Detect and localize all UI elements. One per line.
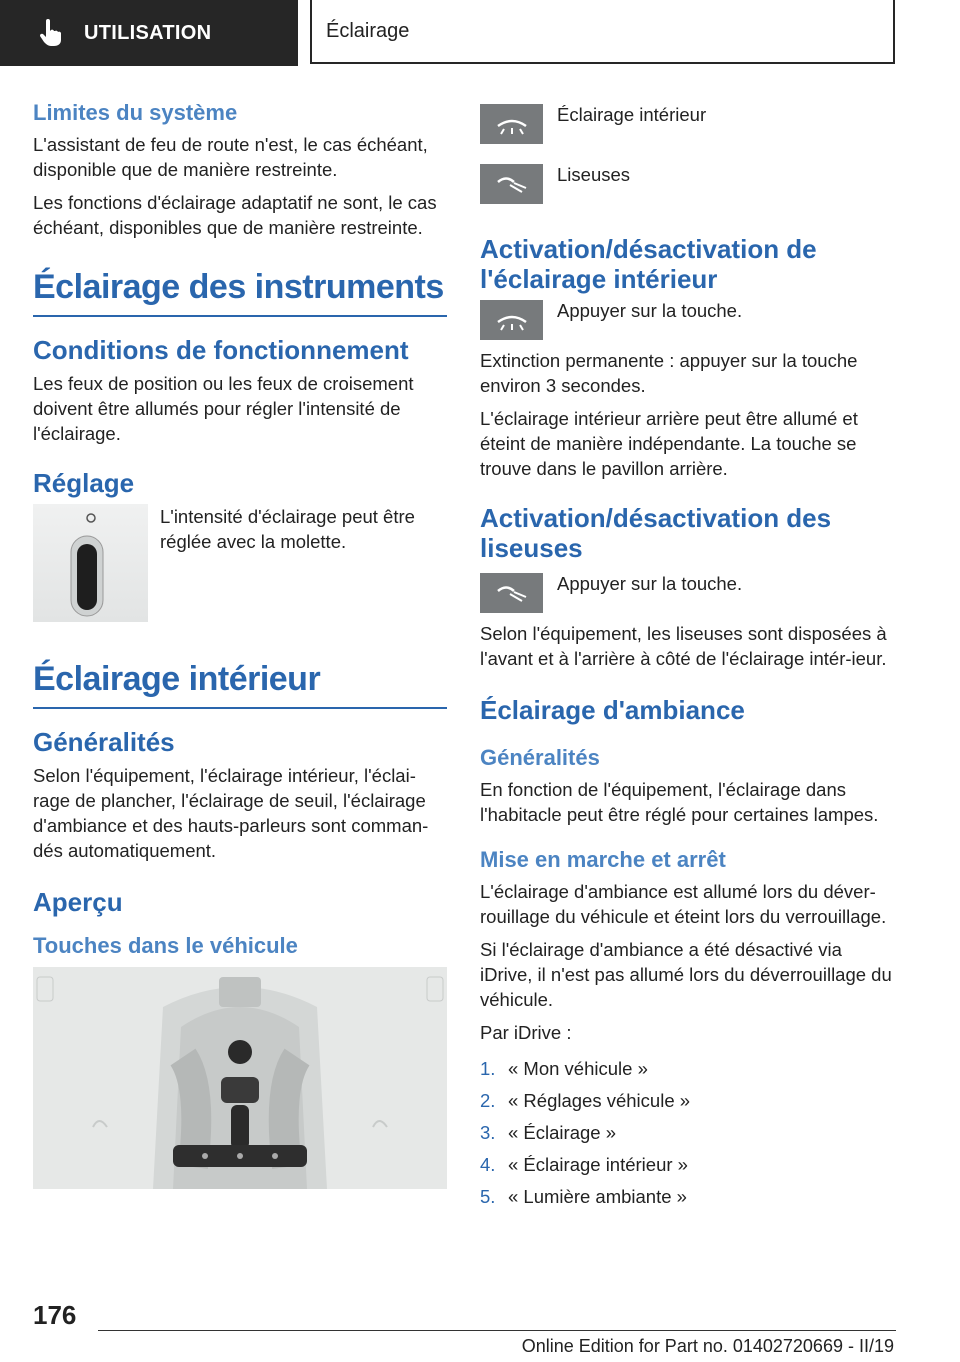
heading-marche-arret: Mise en marche et arrêt xyxy=(480,847,726,872)
reading-light-button xyxy=(480,164,543,204)
press-button-row xyxy=(480,573,896,613)
list-item: 2. « Réglages véhicule » xyxy=(480,1090,691,1111)
heading-activation-interieur: Activation/désactivation de l'éclairage intérieur xyxy=(480,234,817,294)
paragraph: Par iDrive : xyxy=(480,1022,572,1043)
paragraph: L'assistant de feu de route n'est, le cas échéant, disponible que de manière restreinte. xyxy=(33,134,428,180)
paragraph: Les fonctions d'éclairage adaptatif ne sont, le cas échéant, disponibles que de manière restreinte. xyxy=(33,192,437,238)
icon-label: Éclairage intérieur xyxy=(557,104,707,125)
heading-generalites: Généralités xyxy=(33,727,175,757)
list-item: 5. « Lumière ambiante » xyxy=(480,1186,687,1207)
heading-activation-liseuses: Activation/désactivation des liseuses xyxy=(480,503,832,563)
left-column xyxy=(33,100,447,1189)
icon-label: Liseuses xyxy=(557,164,631,185)
hand-pointer-icon xyxy=(36,18,66,48)
page-header xyxy=(0,0,960,66)
heading-conditions: Conditions de fonctionnement xyxy=(33,335,409,365)
paragraph: Selon l'équipement, l'éclairage intérieur, l'éclai-rage de plancher, l'éclairage de seuil, l'éclairage d'ambiance et des hauts-parleurs sont comman-dés automatiquement. xyxy=(33,765,429,861)
chapter-title: Éclairage xyxy=(326,19,410,42)
heading-instruments: Éclairage des instruments xyxy=(33,268,447,317)
heading-interieur: Éclairage intérieur xyxy=(33,660,447,709)
dimmer-wheel-image xyxy=(33,504,148,622)
heading-reglage: Réglage xyxy=(33,468,135,498)
icon-label: Appuyer sur la touche. xyxy=(557,300,743,321)
heading-amb-generalites: Généralités xyxy=(480,745,600,770)
paragraph: Les feux de position ou les feux de croisement doivent être allumés pour régler l'intensité de l'éclairage. xyxy=(33,373,414,444)
thumbwheel-icon xyxy=(33,504,148,622)
paragraph: L'éclairage d'ambiance est allumé lors du déver-rouillage du véhicule et éteint lors du verrouillage. xyxy=(480,881,887,927)
heading-limites: Limites du système xyxy=(33,100,238,125)
list-item: 3. « Éclairage » xyxy=(480,1122,616,1143)
interior-light-button xyxy=(480,104,543,144)
list-item: 1. « Mon véhicule » xyxy=(480,1058,648,1079)
page-number: 176 xyxy=(33,1300,77,1330)
paragraph: Extinction permanente : appuyer sur la touche environ 3 secondes. xyxy=(480,350,858,396)
paragraph: Si l'éclairage d'ambiance a été désactivé via iDrive, il n'est pas allumé lors du déverrouillage du véhicule. xyxy=(480,939,892,1010)
right-column xyxy=(480,104,896,1213)
paragraph: L'intensité d'éclairage peut être réglée avec la molette. xyxy=(160,506,415,552)
roof-console-image xyxy=(33,967,447,1189)
press-button-row xyxy=(480,300,896,340)
overhead-console-illustration xyxy=(33,967,447,1189)
interior-light-button xyxy=(480,300,543,340)
heading-touches: Touches dans le véhicule xyxy=(33,933,298,958)
interior-light-icon xyxy=(492,112,532,136)
reading-light-button xyxy=(480,573,543,613)
chapter-box xyxy=(310,0,895,64)
paragraph: En fonction de l'équipement, l'éclairage dans l'habitacle peut être réglé pour certaines lampes. xyxy=(480,779,879,825)
section-title: UTILISATION xyxy=(84,21,212,44)
icon-legend-interior xyxy=(480,104,896,144)
icon-legend-reading xyxy=(480,164,896,204)
paragraph: L'éclairage intérieur arrière peut être allumé et éteint de manière indépendante. La touche se trouve dans le pavillon arrière. xyxy=(480,408,858,479)
interior-light-icon xyxy=(492,308,532,332)
idrive-steps-list xyxy=(480,1053,896,1213)
reading-light-icon xyxy=(492,172,532,196)
reading-light-icon xyxy=(492,581,532,605)
edition-note: Online Edition for Part no. 01402720669 - II/19 xyxy=(521,1336,894,1356)
dimmer-figure xyxy=(33,504,447,622)
icon-label: Appuyer sur la touche. xyxy=(557,573,743,594)
heading-apercu: Aperçu xyxy=(33,887,123,917)
list-item: 4. « Éclairage intérieur » xyxy=(480,1154,688,1175)
footer-divider xyxy=(98,1330,896,1331)
section-tab xyxy=(0,0,298,66)
heading-ambiance: Éclairage d'ambiance xyxy=(480,695,745,725)
paragraph: Selon l'équipement, les liseuses sont disposées à l'avant et à l'arrière à côté de l'éclairage intér-ieur. xyxy=(480,623,887,669)
